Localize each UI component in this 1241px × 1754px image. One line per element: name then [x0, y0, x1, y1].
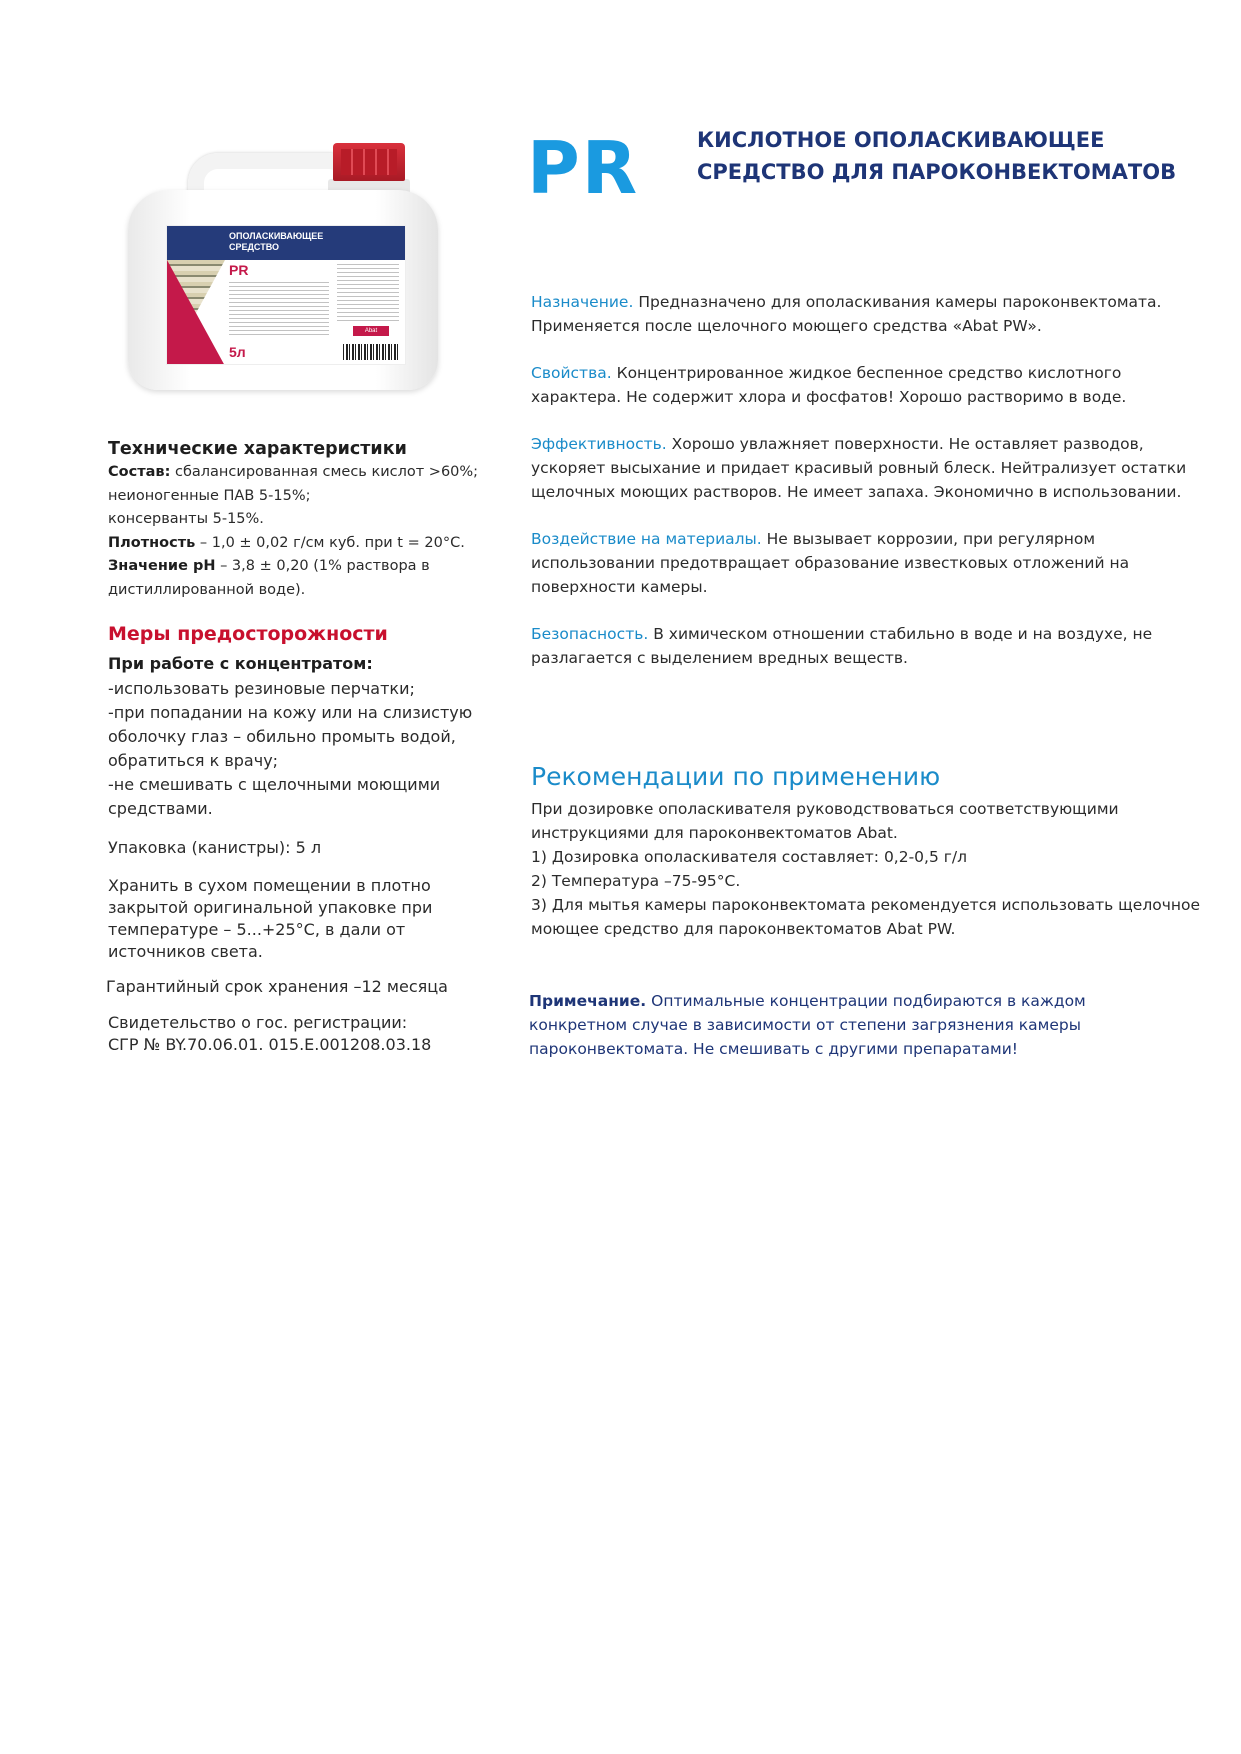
barcode — [343, 344, 399, 360]
materials-paragraph — [531, 527, 1201, 599]
safety-text: В химическом отношении стабильно в воде и на воздухе, не разлагается с выделением вредных веществ. — [531, 625, 1153, 667]
note-text: Оптимальные концентрации подбираются в каждом конкретном случае в зависимости от степени загрязнения камеры пароконвектомата. Не смешивать с другими препаратами! — [529, 992, 1086, 1058]
recommendation-intro: При дозировке ополаскивателя руководствоваться соответствующими инструкциями для пароконвектоматов Abat. — [531, 800, 1119, 842]
properties-paragraph — [531, 361, 1201, 409]
purpose-paragraph — [531, 290, 1201, 338]
product-code: PR — [527, 126, 640, 210]
density-line — [108, 532, 488, 556]
precaution-item: -не смешивать с щелочными моющими средствами. — [108, 775, 441, 818]
note-paragraph — [529, 989, 1169, 1061]
registration-label: Свидетельство о гос. регистрации: — [108, 1013, 408, 1032]
storage-info: Хранить в сухом помещении в плотно закрытой оригинальной упаковке при температуре – 5...+25°С, в дали от источников света. — [108, 876, 433, 961]
materials-lead: Воздействие на материалы. — [531, 530, 762, 548]
properties-lead: Свойства. — [531, 364, 612, 382]
warranty-info: Гарантийный срок хранения –12 месяца — [106, 977, 448, 996]
recommendation-item: 3) Для мытья камеры пароконвектомата рекомендуется использовать щелочное моющее средство для пароконвектоматов Abat PW. — [531, 896, 1201, 938]
product-label — [166, 225, 406, 365]
tech-specs-body — [108, 461, 488, 602]
precaution-item: -при попадании на кожу или на слизистую оболочку глаз – обильно промыть водой, обратиться к врачу; — [108, 703, 473, 770]
density-label: Плотность — [108, 534, 196, 551]
label-title-line1: ОПОЛАСКИВАЮЩЕЕ — [229, 231, 324, 241]
note-lead: Примечание. — [529, 992, 647, 1010]
product-image — [128, 135, 438, 395]
safety-lead: Безопасность. — [531, 625, 649, 643]
brand-logo: Abat — [353, 326, 389, 336]
composition-line — [108, 461, 488, 485]
label-specs-block — [337, 264, 399, 324]
recommendations-title: Рекомендации по применению — [531, 762, 941, 791]
page-title: КИСЛОТНОЕ ОПОЛАСКИВАЮЩЕЕ СРЕДСТВО ДЛЯ ПАРОКОНВЕКТОМАТОВ — [697, 128, 1177, 184]
label-title-line2: СРЕДСТВО — [229, 242, 279, 252]
canister-cap — [333, 143, 405, 181]
recommendation-item: 2) Температура –75-95°С. — [531, 872, 741, 890]
label-volume: 5л — [229, 344, 246, 360]
ph-line — [108, 555, 488, 602]
ph-value: – 3,8 ± 0,20 (1% раствора в дистиллированной воде). — [108, 558, 430, 598]
composition-value: сбалансированная смесь кислот >60%; — [170, 464, 479, 480]
label-text-block — [229, 282, 329, 337]
composition-label: Состав: — [108, 464, 171, 480]
recommendations-body — [531, 797, 1201, 941]
label-triangle — [167, 260, 225, 365]
packaging-info: Упаковка (канистры): 5 л — [108, 838, 322, 857]
efficiency-text: Хорошо увлажняет поверхности. Не оставляет разводов, ускоряет высыхание и придает красивый ровный блеск. Нейтрализует остатки щелочных моющих растворов. Не имеет запаха. Экономично в использовании. — [531, 435, 1187, 501]
label-code: PR — [229, 262, 249, 278]
composition-line-3: консерванты 5-15%. — [108, 511, 264, 527]
label-title — [229, 231, 323, 253]
tech-specs-title: Технические характеристики — [108, 439, 407, 459]
composition-line-2: неионогенные ПАВ 5-15%; — [108, 487, 311, 504]
purpose-lead: Назначение. — [531, 293, 634, 311]
density-value: – 1,0 ± 0,02 г/см куб. при t = 20°С. — [195, 534, 465, 551]
purpose-text: Предназначено для ополаскивания камеры пароконвектомата. Применяется после щелочного моющего средства «Abat PW». — [531, 293, 1162, 335]
description-section — [531, 290, 1201, 693]
safety-paragraph — [531, 622, 1201, 670]
efficiency-paragraph — [531, 432, 1201, 504]
recommendation-item: 1) Дозировка ополаскивателя составляет: 0,2-0,5 г/л — [531, 848, 968, 866]
registration-info — [108, 1012, 488, 1056]
ph-label: Значение pH — [108, 558, 216, 574]
registration-number: СГР № BY.70.06.01. 015.Е.001208.03.18 — [108, 1035, 432, 1054]
properties-text: Концентрированное жидкое беспенное средство кислотного характера. Не содержит хлора и фосфатов! Хорошо растворимо в воде. — [531, 364, 1127, 406]
efficiency-lead: Эффективность. — [531, 435, 667, 453]
materials-text: Не вызывает коррозии, при регулярном использовании предотвращает образование известковых отложений на поверхности камеры. — [531, 530, 1130, 596]
precaution-item: -использовать резиновые перчатки; — [108, 679, 415, 698]
precautions-subtitle: При работе с концентратом: — [108, 654, 373, 673]
precautions-title: Меры предосторожности — [108, 623, 388, 645]
precautions-list — [108, 677, 488, 821]
